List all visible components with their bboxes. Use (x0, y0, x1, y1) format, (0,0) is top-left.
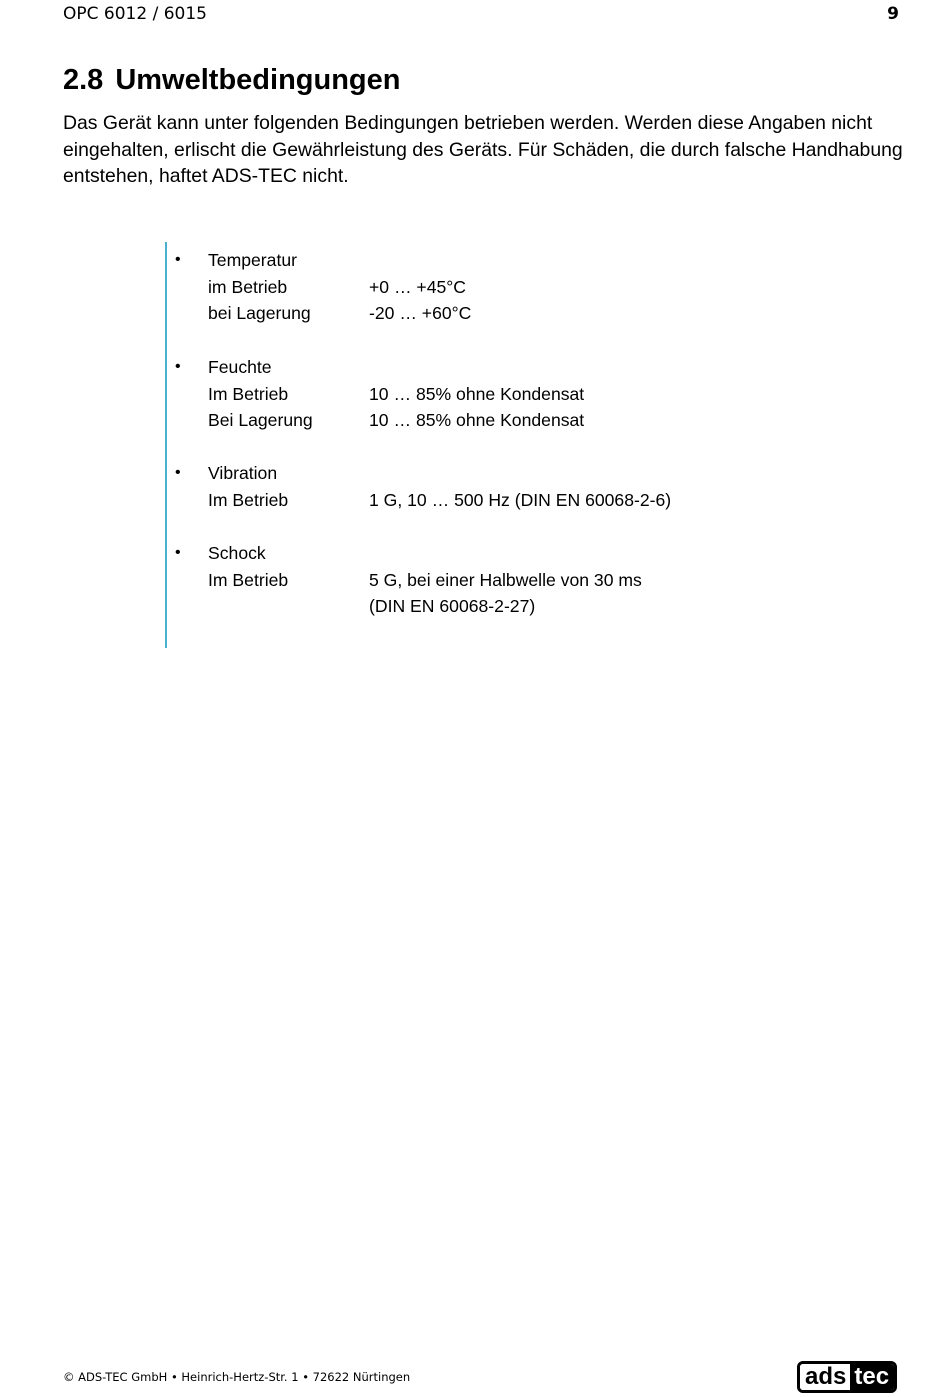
condition-label: im Betrieb (208, 276, 288, 297)
document-title: OPC 6012 / 6015 (63, 4, 207, 24)
condition-row (208, 487, 868, 514)
condition-value: -20 … +60°C (369, 303, 472, 323)
condition-row (208, 381, 868, 408)
condition-heading: Vibration (208, 463, 278, 483)
condition-row (208, 300, 868, 327)
condition-value: 5 G, bei einer Halbwelle von 30 ms (369, 569, 642, 590)
condition-value: 10 … 85% ohne Kondensat (369, 410, 585, 430)
footer-address: © ADS-TEC GmbH • Heinrich-Hertz-Str. 1 • 72622 Nürtingen (63, 1370, 411, 1384)
condition-label: Im Betrieb (208, 569, 289, 590)
condition-heading: Schock (208, 543, 266, 563)
logo-text-ads: ads (800, 1364, 850, 1390)
condition-row (208, 407, 868, 434)
condition-label: Bei Lagerung (208, 410, 313, 430)
page-number: 9 (887, 4, 899, 24)
environment-conditions-list (165, 242, 867, 648)
condition-heading: Feuchte (208, 357, 272, 377)
condition-row (208, 593, 868, 620)
condition-row (208, 567, 868, 594)
bullet: • (175, 464, 181, 481)
condition-value: +0 … +45°C (369, 276, 467, 297)
logo-text-tec: tec (850, 1364, 894, 1390)
bullet: • (175, 544, 181, 561)
condition-label: Im Betrieb (208, 489, 289, 510)
section-title: Umweltbedingungen (115, 64, 401, 96)
condition-label: bei Lagerung (208, 303, 311, 323)
condition-value: 1 G, 10 … 500 Hz (DIN EN 60068-2-6) (369, 489, 672, 510)
condition-heading: Temperatur (208, 250, 297, 270)
section-number: 2.8 (63, 64, 104, 96)
bullet: • (175, 251, 181, 268)
intro-paragraph: Das Gerät kann unter folgenden Bedingungen betrieben werden. Werden diese Angaben nicht eingehalten, erlischt die Gewährleistung des Geräts. Für Schäden, die durch falsche Handhabung entstehen, haftet ADS-TEC nicht. (63, 112, 903, 187)
bullet: • (175, 358, 181, 375)
section-heading (63, 64, 401, 97)
condition-label: Im Betrieb (208, 383, 289, 404)
condition-row (208, 274, 868, 301)
ads-tec-logo (797, 1361, 897, 1393)
condition-value: 10 … 85% ohne Kondensat (369, 383, 585, 404)
condition-value: (DIN EN 60068-2-27) (369, 596, 536, 616)
